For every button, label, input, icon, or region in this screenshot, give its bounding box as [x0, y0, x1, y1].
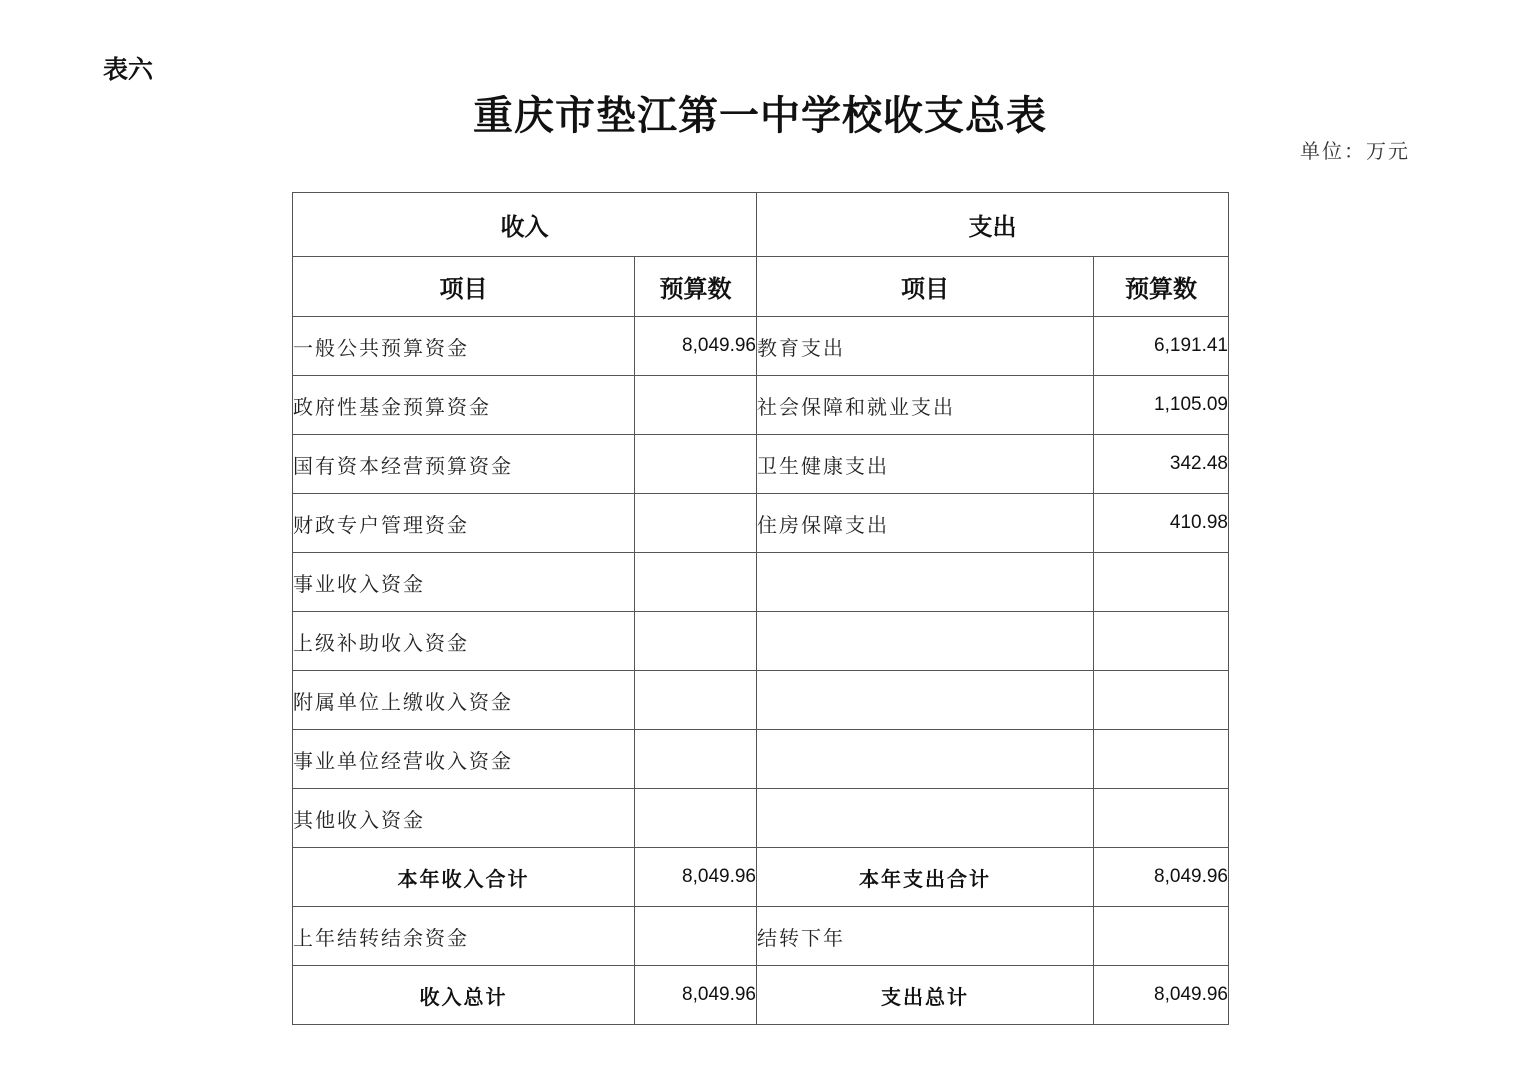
expense-item-cell: 教育支出: [757, 317, 1094, 376]
document-title: 重庆市垫江第一中学校收支总表: [473, 92, 1047, 139]
income-item-cell: 财政专户管理资金: [293, 494, 635, 553]
income-item-column-header: 项目: [293, 257, 635, 317]
expense-amount-cell: 1,105.09: [1094, 376, 1229, 435]
expense-amount-cell: 342.48: [1094, 435, 1229, 494]
income-item-cell: 一般公共预算资金: [293, 317, 635, 376]
year-income-total-amount: 8,049.96: [635, 848, 757, 907]
table-row: [293, 317, 1229, 376]
expense-item-cell: [757, 671, 1094, 730]
income-item-cell: 上级补助收入资金: [293, 612, 635, 671]
year-expense-total-amount: 8,049.96: [1094, 848, 1229, 907]
income-item-cell: 其他收入资金: [293, 789, 635, 848]
expense-amount-cell: [1094, 789, 1229, 848]
expense-amount-cell: 6,191.41: [1094, 317, 1229, 376]
expense-grand-total-amount: 8,049.96: [1094, 966, 1229, 1025]
expense-item-cell: [757, 730, 1094, 789]
year-expense-total-label: 本年支出合计: [757, 848, 1094, 907]
expense-item-cell: [757, 612, 1094, 671]
budget-summary-table: [292, 192, 1229, 1025]
income-item-cell: 政府性基金预算资金: [293, 376, 635, 435]
table-row: [293, 553, 1229, 612]
expense-grand-total-label: 支出总计: [757, 966, 1094, 1025]
expense-item-cell: 卫生健康支出: [757, 435, 1094, 494]
prior-year-carryover-label: 上年结转结余资金: [293, 907, 635, 966]
income-item-cell: 附属单位上缴收入资金: [293, 671, 635, 730]
expense-section-header: 支出: [757, 193, 1229, 257]
next-year-carryover-label: 结转下年: [757, 907, 1094, 966]
next-year-carryover-amount: [1094, 907, 1229, 966]
expense-amount-cell: [1094, 671, 1229, 730]
carryover-row: [293, 907, 1229, 966]
expense-item-cell: 社会保障和就业支出: [757, 376, 1094, 435]
income-amount-cell: [635, 553, 757, 612]
income-amount-cell: [635, 730, 757, 789]
expense-item-column-header: 项目: [757, 257, 1094, 317]
table-row: [293, 494, 1229, 553]
income-amount-cell: [635, 612, 757, 671]
table-row: [293, 376, 1229, 435]
income-item-cell: 事业收入资金: [293, 553, 635, 612]
unit-label: 单位：万元: [1300, 139, 1410, 163]
income-grand-total-label: 收入总计: [293, 966, 635, 1025]
table-row: [293, 612, 1229, 671]
expense-amount-cell: [1094, 730, 1229, 789]
year-total-row: [293, 848, 1229, 907]
income-amount-cell: [635, 435, 757, 494]
income-amount-cell: [635, 376, 757, 435]
table-row: [293, 789, 1229, 848]
table-row: [293, 671, 1229, 730]
income-amount-cell: [635, 671, 757, 730]
column-header-row: [293, 257, 1229, 317]
income-section-header: 收入: [293, 193, 757, 257]
prior-year-carryover-amount: [635, 907, 757, 966]
section-header-row: [293, 193, 1229, 257]
year-income-total-label: 本年收入合计: [293, 848, 635, 907]
income-amount-cell: [635, 494, 757, 553]
income-amount-cell: 8,049.96: [635, 317, 757, 376]
income-amount-column-header: 预算数: [635, 257, 757, 317]
table-row: [293, 435, 1229, 494]
expense-amount-column-header: 预算数: [1094, 257, 1229, 317]
table-number-label: 表六: [103, 55, 154, 84]
income-amount-cell: [635, 789, 757, 848]
expense-amount-cell: 410.98: [1094, 494, 1229, 553]
grand-total-row: [293, 966, 1229, 1025]
income-item-cell: 国有资本经营预算资金: [293, 435, 635, 494]
table-row: [293, 730, 1229, 789]
income-item-cell: 事业单位经营收入资金: [293, 730, 635, 789]
expense-amount-cell: [1094, 553, 1229, 612]
expense-amount-cell: [1094, 612, 1229, 671]
expense-item-cell: [757, 553, 1094, 612]
expense-item-cell: [757, 789, 1094, 848]
income-grand-total-amount: 8,049.96: [635, 966, 757, 1025]
expense-item-cell: 住房保障支出: [757, 494, 1094, 553]
